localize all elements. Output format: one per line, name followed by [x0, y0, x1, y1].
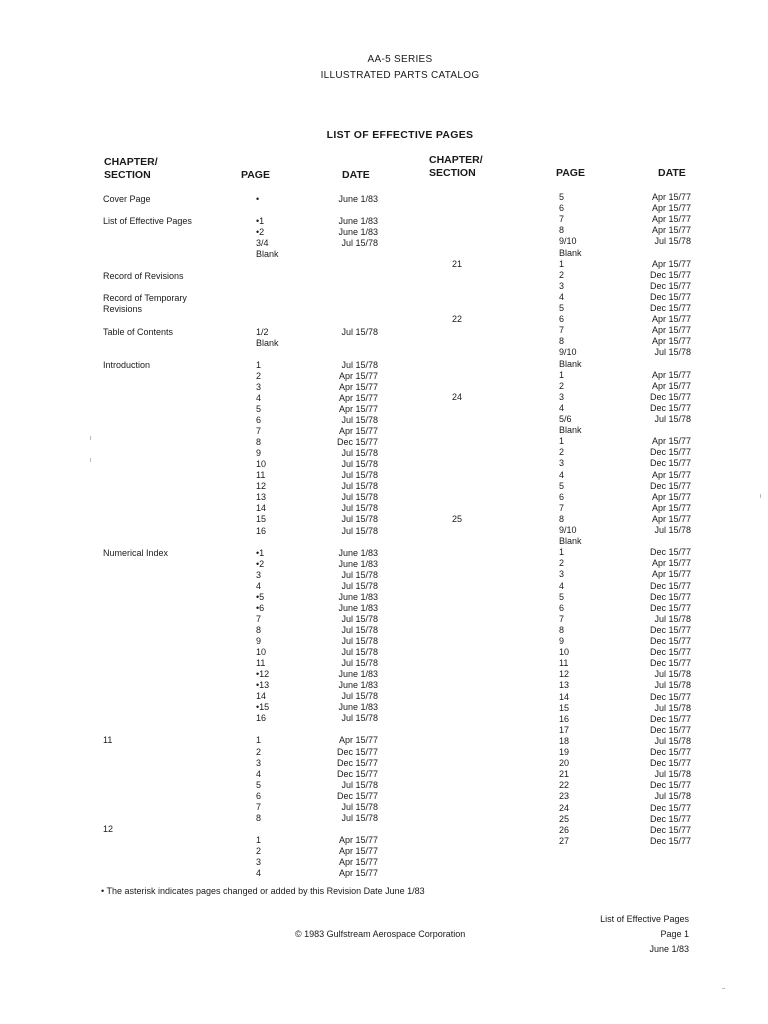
page-number: •1 — [256, 216, 265, 227]
revision-date: Dec 15/77 — [649, 636, 691, 646]
page-number: 5 — [559, 480, 565, 491]
revision-date: Apr 15/77 — [651, 336, 691, 347]
page-number: 1/2 — [256, 326, 269, 337]
chapter-section-label: Numerical Index — [103, 547, 169, 558]
revision-date: Dec 15/77 — [649, 824, 691, 835]
page-number: 2 — [256, 370, 262, 381]
page-number: 4 — [256, 768, 262, 779]
page-number: 8 — [256, 437, 262, 448]
revision-date: Apr 15/77 — [338, 403, 378, 414]
page-number: 9/10 — [559, 347, 577, 358]
page-number: 11 — [559, 658, 569, 669]
revision-date: Jul 15/78 — [341, 470, 378, 481]
revision-date: Apr 15/77 — [651, 214, 691, 225]
right-chapter-header: CHAPTER/ SECTION — [429, 154, 483, 179]
page-number: 23 — [559, 791, 570, 802]
revision-date: Dec 15/77 — [649, 280, 691, 291]
revision-date: June 1/83 — [338, 602, 378, 613]
page-number: 26 — [559, 824, 570, 835]
page-number: •15 — [256, 702, 270, 713]
left-page-header: PAGE — [241, 169, 270, 181]
chapter-section-label: Record of Temporary Revisions — [103, 293, 187, 315]
revision-date: Jul 15/78 — [341, 779, 378, 790]
revision-date: June 1/83 — [338, 669, 378, 680]
left-date-header: DATE — [342, 169, 370, 181]
revision-date: Apr 15/77 — [651, 258, 691, 269]
page-number: 15 — [256, 514, 267, 525]
page-number: 8 — [559, 513, 565, 524]
revision-date: Jul 15/78 — [341, 658, 378, 669]
page-number: 3/4 — [256, 238, 269, 249]
revision-date: Apr 15/77 — [338, 845, 378, 856]
page-number: 1 — [256, 735, 262, 746]
page-number: 8 — [256, 812, 262, 823]
page-number: Blank — [559, 247, 582, 258]
page-number: 3 — [256, 569, 262, 580]
revision-date: Dec 15/77 — [649, 802, 691, 813]
chapter-section-label: Cover Page — [103, 194, 151, 204]
revision-date: Dec 15/77 — [649, 691, 691, 702]
page-number: 5/6 — [559, 414, 572, 424]
revision-date: Jul 15/78 — [654, 613, 691, 624]
page-number: 8 — [559, 225, 565, 236]
revision-date: Apr 15/77 — [651, 558, 691, 569]
chapter-section-label: 12 — [103, 823, 114, 834]
page-number: 20 — [559, 758, 570, 769]
revision-date: Apr 15/77 — [651, 491, 691, 502]
revision-date: Dec 15/77 — [649, 780, 691, 791]
page-number: 11 — [256, 658, 266, 669]
revision-date: June 1/83 — [338, 591, 378, 602]
page-number: 27 — [559, 835, 570, 846]
page-number: 1 — [256, 834, 262, 845]
page-number: 5 — [559, 303, 565, 313]
revision-date: June 1/83 — [338, 227, 378, 238]
revision-date: Dec 15/77 — [336, 746, 378, 757]
page-number: 2 — [559, 558, 565, 569]
page-number: 9 — [256, 448, 262, 459]
page-number: 12 — [256, 481, 267, 492]
revision-date: Dec 15/77 — [649, 813, 691, 824]
revision-date: Jul 15/78 — [341, 238, 378, 249]
revision-date: June 1/83 — [338, 680, 378, 691]
page-number: 7 — [256, 801, 262, 812]
revision-date: Dec 15/77 — [649, 835, 691, 846]
page-number: 10 — [256, 647, 267, 658]
page-number: 6 — [256, 790, 262, 801]
revision-date: Jul 15/78 — [341, 636, 378, 646]
revision-date: Apr 15/77 — [651, 436, 691, 447]
page-number: Blank — [559, 536, 582, 547]
page-number: •6 — [256, 602, 265, 613]
page-number: 8 — [559, 336, 565, 347]
revision-date: June 1/83 — [338, 547, 378, 558]
revision-date: Dec 15/77 — [649, 303, 691, 313]
chapter-section-label: 21 — [452, 258, 463, 269]
page-number: 6 — [559, 314, 565, 325]
series-title: AA-5 SERIES — [367, 54, 433, 65]
chapter-section-label: Table of Contents — [103, 326, 174, 337]
page-number: 14 — [256, 691, 267, 702]
revision-date: Dec 15/77 — [649, 580, 691, 591]
revision-date: June 1/83 — [338, 216, 378, 227]
page-number: 1 — [256, 359, 262, 370]
page-number: Blank — [559, 358, 582, 369]
page-number: Blank — [559, 425, 582, 436]
chapter-section-label: 25 — [452, 513, 463, 524]
page-number: 2 — [559, 269, 565, 280]
revision-date: Dec 15/77 — [336, 790, 378, 801]
revision-date: Apr 15/77 — [338, 392, 378, 403]
revision-date: Apr 15/77 — [338, 868, 378, 879]
page-number: 4 — [559, 291, 565, 302]
page-number: 7 — [256, 613, 262, 624]
revision-date: Apr 15/77 — [338, 735, 378, 746]
page-number: 2 — [559, 447, 565, 458]
revision-date: Dec 15/77 — [649, 269, 691, 280]
revision-date: Jul 15/78 — [654, 525, 691, 535]
page-number: 5 — [256, 403, 262, 414]
revision-date: Jul 15/78 — [654, 702, 691, 713]
page-number: 3 — [559, 569, 565, 580]
page-number: 9/10 — [559, 236, 577, 247]
revision-date: June 1/83 — [338, 702, 378, 713]
revision-date: Jul 15/78 — [341, 713, 378, 724]
page-number: 7 — [559, 325, 565, 336]
revision-date: Dec 15/77 — [649, 602, 691, 613]
revision-date: Jul 15/78 — [341, 503, 378, 514]
page-number: 16 — [256, 713, 267, 724]
chapter-section-label: 22 — [452, 314, 463, 325]
page-number: •2 — [256, 227, 265, 238]
revision-date: Jul 15/78 — [341, 459, 378, 470]
revision-date: Apr 15/77 — [651, 225, 691, 236]
page-number: 19 — [559, 747, 570, 757]
page-number: 8 — [256, 624, 262, 635]
page-number: • — [256, 194, 260, 204]
scan-mark — [722, 988, 725, 989]
revision-date: Jul 15/78 — [654, 236, 691, 247]
catalog-title: ILLUSTRATED PARTS CATALOG — [320, 70, 480, 81]
revision-date: Jul 15/78 — [654, 347, 691, 358]
page-number: 7 — [559, 214, 565, 225]
revision-date: Dec 15/77 — [649, 480, 691, 491]
page-number: 5 — [559, 591, 565, 602]
page-number: 4 — [256, 580, 262, 591]
revision-date: Dec 15/77 — [649, 291, 691, 302]
page-number: 7 — [559, 502, 565, 513]
revision-date: Jul 15/78 — [341, 492, 378, 503]
page-number: •1 — [256, 547, 265, 558]
scan-mark — [90, 436, 91, 440]
revision-date: Dec 15/77 — [649, 402, 691, 413]
scan-mark — [760, 494, 761, 498]
revision-date: Apr 15/77 — [651, 203, 691, 214]
revision-date: Apr 15/77 — [651, 325, 691, 336]
page-number: 11 — [256, 470, 266, 481]
chapter-section-label: Introduction — [103, 359, 151, 370]
revision-date: Jul 15/78 — [341, 613, 378, 624]
page-number: 9/10 — [559, 525, 577, 535]
left-chapter-header: CHAPTER/ SECTION — [104, 156, 158, 181]
revision-date: Dec 15/77 — [649, 647, 691, 658]
revision-date: Jul 15/78 — [341, 812, 378, 823]
revision-date: June 1/83 — [338, 558, 378, 569]
page-number: 3 — [256, 857, 262, 867]
page-number: 24 — [559, 802, 570, 813]
revision-date: Jul 15/78 — [654, 669, 691, 680]
page-number: 13 — [559, 680, 570, 691]
page-number: 3 — [559, 391, 565, 402]
right-page-header: PAGE — [556, 167, 585, 179]
page-number: 10 — [256, 459, 267, 470]
revision-date: Dec 15/77 — [649, 624, 691, 635]
page-number: 14 — [256, 503, 267, 514]
page-number: 17 — [559, 724, 570, 735]
revision-date: Dec 15/77 — [649, 724, 691, 735]
revision-date: Apr 15/77 — [651, 314, 691, 325]
page-number: 14 — [559, 691, 570, 702]
list-title: LIST OF EFFECTIVE PAGES — [326, 129, 474, 141]
revision-date: Jul 15/78 — [654, 735, 691, 746]
revision-date: Dec 15/77 — [649, 447, 691, 458]
revision-date: Jul 15/78 — [341, 514, 378, 525]
revision-date: Jul 15/78 — [341, 801, 378, 812]
page-number: 1 — [559, 369, 565, 380]
copyright-notice: © 1983 Gulfstream Aerospace Corporation — [295, 929, 466, 939]
page-number: 7 — [256, 426, 262, 437]
page-number: •12 — [256, 669, 270, 680]
page-number: 18 — [559, 735, 570, 746]
revision-date: Jul 15/78 — [341, 415, 378, 425]
revision-date: Dec 15/77 — [336, 768, 378, 779]
revision-date: Apr 15/77 — [651, 569, 691, 580]
page-number: 1 — [559, 258, 565, 269]
page-number: 4 — [559, 469, 565, 480]
revision-date: Jul 15/78 — [341, 647, 378, 658]
footer-list-label: List of Effective Pages — [600, 914, 689, 924]
revision-date: Dec 15/77 — [649, 658, 691, 669]
page-number: •5 — [256, 591, 265, 602]
page-number: 2 — [256, 845, 262, 856]
page-number: 8 — [559, 624, 565, 635]
page-number: 16 — [559, 713, 570, 724]
revision-date: Jul 15/78 — [654, 680, 691, 691]
chapter-section-label: List of Effective Pages — [103, 216, 192, 227]
page-number: 21 — [559, 769, 570, 780]
revision-date: Apr 15/77 — [338, 370, 378, 381]
page-number: 4 — [559, 402, 565, 413]
page-number: Blank — [256, 249, 279, 260]
page-number: 22 — [559, 780, 570, 791]
revision-date: Dec 15/77 — [649, 391, 691, 402]
page-number: 13 — [256, 492, 267, 503]
revision-date: Dec 15/77 — [649, 758, 691, 769]
revision-date: Dec 15/77 — [336, 437, 378, 448]
page-number: 10 — [559, 647, 570, 658]
revision-date: Jul 15/78 — [341, 624, 378, 635]
revision-date: Apr 15/77 — [338, 857, 378, 867]
revision-date: Jul 15/78 — [341, 569, 378, 580]
revision-date: Dec 15/77 — [649, 458, 691, 469]
revision-date: Jul 15/78 — [654, 791, 691, 802]
page-number: 15 — [559, 702, 570, 713]
chapter-section-label: Record of Revisions — [103, 271, 184, 282]
revision-date: Jul 15/78 — [654, 414, 691, 424]
page-number: •2 — [256, 558, 265, 569]
revision-date: Apr 15/77 — [338, 426, 378, 437]
page-number: 3 — [256, 757, 262, 768]
revision-date: Jul 15/78 — [654, 769, 691, 780]
page-number: 6 — [559, 203, 565, 214]
page-number: 16 — [256, 525, 267, 536]
page-number: 12 — [559, 669, 570, 680]
chapter-section-label: 11 — [103, 735, 113, 746]
page-number: 1 — [559, 436, 565, 447]
revision-date: Apr 15/77 — [338, 834, 378, 845]
page-number: 4 — [559, 580, 565, 591]
revision-date: Jul 15/78 — [341, 359, 378, 370]
page-number: 25 — [559, 813, 570, 824]
revision-date: Jul 15/78 — [341, 481, 378, 492]
page-number: •13 — [256, 680, 270, 691]
revision-date: Dec 15/77 — [336, 757, 378, 768]
right-date-header: DATE — [658, 167, 686, 179]
page-number: 4 — [256, 392, 262, 403]
page-number: 1 — [559, 547, 565, 558]
page-number: 3 — [256, 381, 262, 392]
revision-date: Apr 15/77 — [651, 380, 691, 391]
revision-date: Apr 15/77 — [338, 381, 378, 392]
page-number: 5 — [559, 192, 565, 202]
revision-date: Jul 15/78 — [341, 580, 378, 591]
revision-date: Dec 15/77 — [649, 547, 691, 558]
page-number: 4 — [256, 868, 262, 879]
page-number: 3 — [559, 280, 565, 291]
revision-date: Jul 15/78 — [341, 525, 378, 536]
revision-date: Apr 15/77 — [651, 369, 691, 380]
revision-date: Dec 15/77 — [649, 713, 691, 724]
page-number: 2 — [559, 380, 565, 391]
footer-page-number: Page 1 — [660, 929, 689, 939]
revision-date: June 1/83 — [338, 194, 378, 204]
revision-date: Jul 15/78 — [341, 691, 378, 702]
page-number: 7 — [559, 613, 565, 624]
revision-date: Apr 15/77 — [651, 513, 691, 524]
revision-date: Jul 15/78 — [341, 326, 378, 337]
page-number: 9 — [559, 636, 565, 646]
page-number: 2 — [256, 746, 262, 757]
page-number: 6 — [559, 602, 565, 613]
revision-date: Apr 15/77 — [651, 502, 691, 513]
revision-date: Jul 15/78 — [341, 448, 378, 459]
page-number: 5 — [256, 779, 262, 790]
revision-date: Apr 15/77 — [651, 469, 691, 480]
chapter-section-label: 24 — [452, 391, 463, 402]
footer-revision-date: June 1/83 — [649, 944, 689, 954]
revision-date: Dec 15/77 — [649, 591, 691, 602]
page-number: 6 — [559, 491, 565, 502]
asterisk-footnote: • The asterisk indicates pages changed or added by this Revision Date June 1/83 — [101, 886, 425, 896]
revision-date: Apr 15/77 — [651, 192, 691, 202]
scan-mark — [90, 458, 91, 462]
page-number: 9 — [256, 636, 262, 646]
page-number: Blank — [256, 337, 279, 348]
page-number: 3 — [559, 458, 565, 469]
page-number: 6 — [256, 415, 262, 425]
revision-date: Dec 15/77 — [649, 747, 691, 757]
